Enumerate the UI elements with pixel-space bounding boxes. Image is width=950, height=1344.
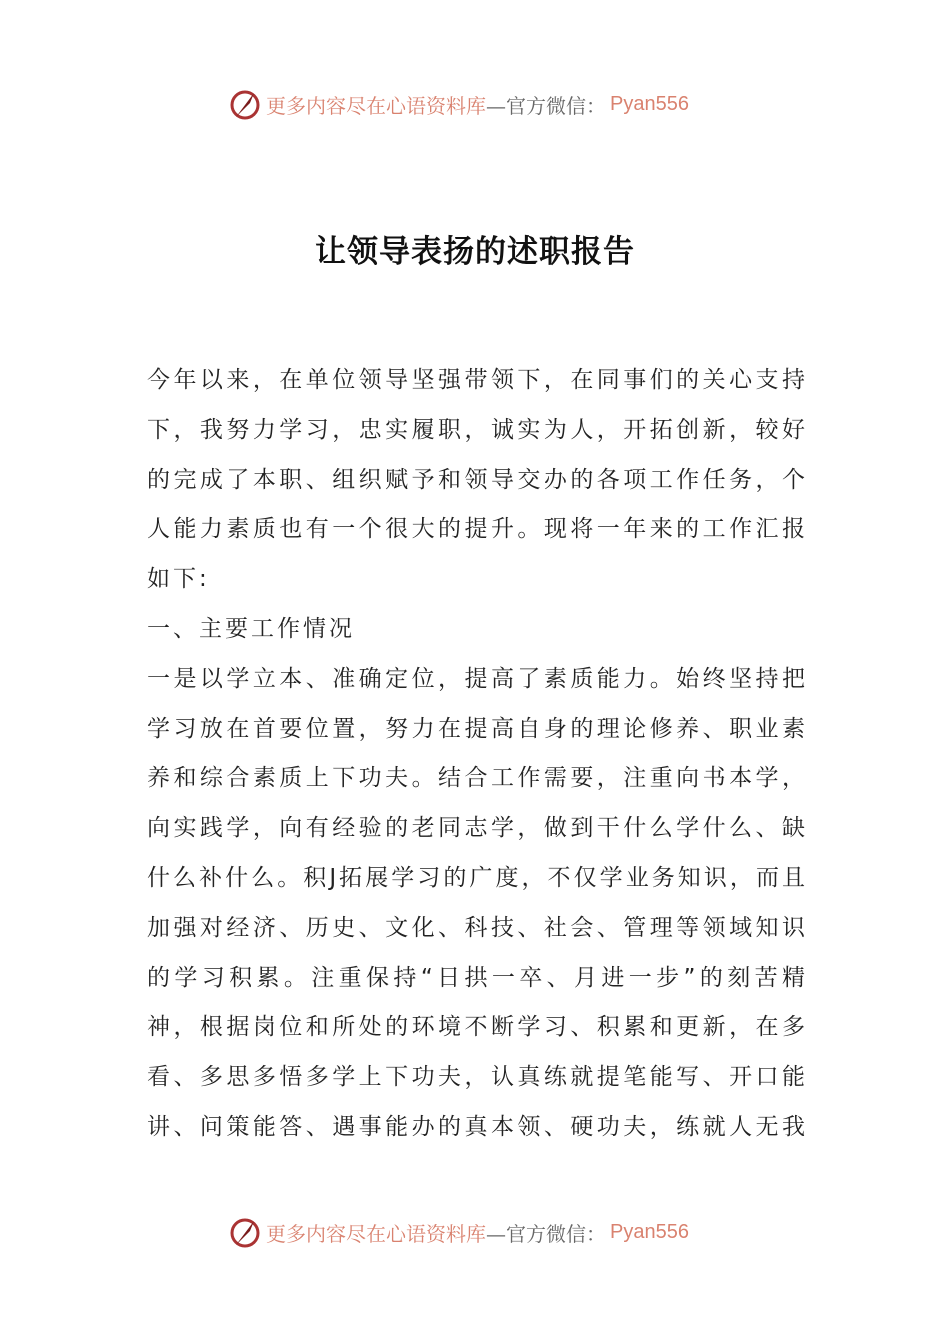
paragraph-line: 看、多思多悟多学上下功夫，认真练就提笔能写、开口能 — [147, 1064, 805, 1091]
paragraph-line: 向实践学，向有经验的老同志学，做到干什么学什么、缺 — [147, 815, 805, 842]
paragraph-line: 讲、问策能答、遇事能办的真本领、硬功夫，练就人无我 — [147, 1113, 805, 1140]
paragraph-line: 今年以来，在单位领导坚强带领下，在同事们的关心支持 — [147, 367, 805, 393]
paragraph-line: 神，根据岗位和所处的环境不断学习、积累和更新，在多 — [147, 1014, 805, 1041]
document-body — [147, 362, 805, 1159]
paragraph-line: 加强对经济、历史、文化、科技、社会、管理等领域知识 — [147, 914, 805, 941]
header-watermark-banner — [228, 84, 708, 124]
paragraph-line: 养和综合素质上下功夫。结合工作需要，注重向书本学， — [147, 765, 805, 792]
document-title: 让领导表扬的述职报告 — [315, 234, 635, 270]
paragraph-line: 学习放在首要位置，努力在提高自身的理论修养、职业素 — [147, 715, 805, 742]
paragraph-line: 如下: — [147, 566, 210, 593]
quill-logo-icon — [228, 1215, 262, 1249]
section-heading: 一、主要工作情况 — [147, 615, 355, 642]
footer-watermark-banner — [228, 1212, 708, 1252]
banner-wechat-label: —官方微信： — [486, 1221, 606, 1246]
paragraph-line: 的完成了本职、组织赋予和领导交办的各项工作任务，个 — [147, 466, 805, 493]
banner-text: 更多内容尽在心语资料库 — [266, 1221, 486, 1246]
banner-wechat-id: Pyan556 — [610, 92, 689, 115]
paragraph-line: 的学习积累。注重保持“日拱一卒、月进一步”的刻苦精 — [147, 964, 805, 991]
paragraph-line: 什么补什么。积J拓展学习的广度，不仅学业务知识，而且 — [147, 864, 805, 891]
paragraph-line: 人能力素质也有一个很大的提升。现将一年来的工作汇报 — [147, 516, 805, 543]
quill-logo-icon — [228, 87, 262, 121]
banner-wechat-id: Pyan556 — [610, 1220, 689, 1243]
banner-text: 更多内容尽在心语资料库 — [266, 93, 486, 118]
banner-wechat-label: —官方微信： — [486, 93, 606, 118]
paragraph-line: 一是以学立本、准确定位，提高了素质能力。始终坚持把 — [147, 665, 805, 692]
paragraph-line: 下，我努力学习，忠实履职，诚实为人，开拓创新，较好 — [147, 416, 805, 443]
